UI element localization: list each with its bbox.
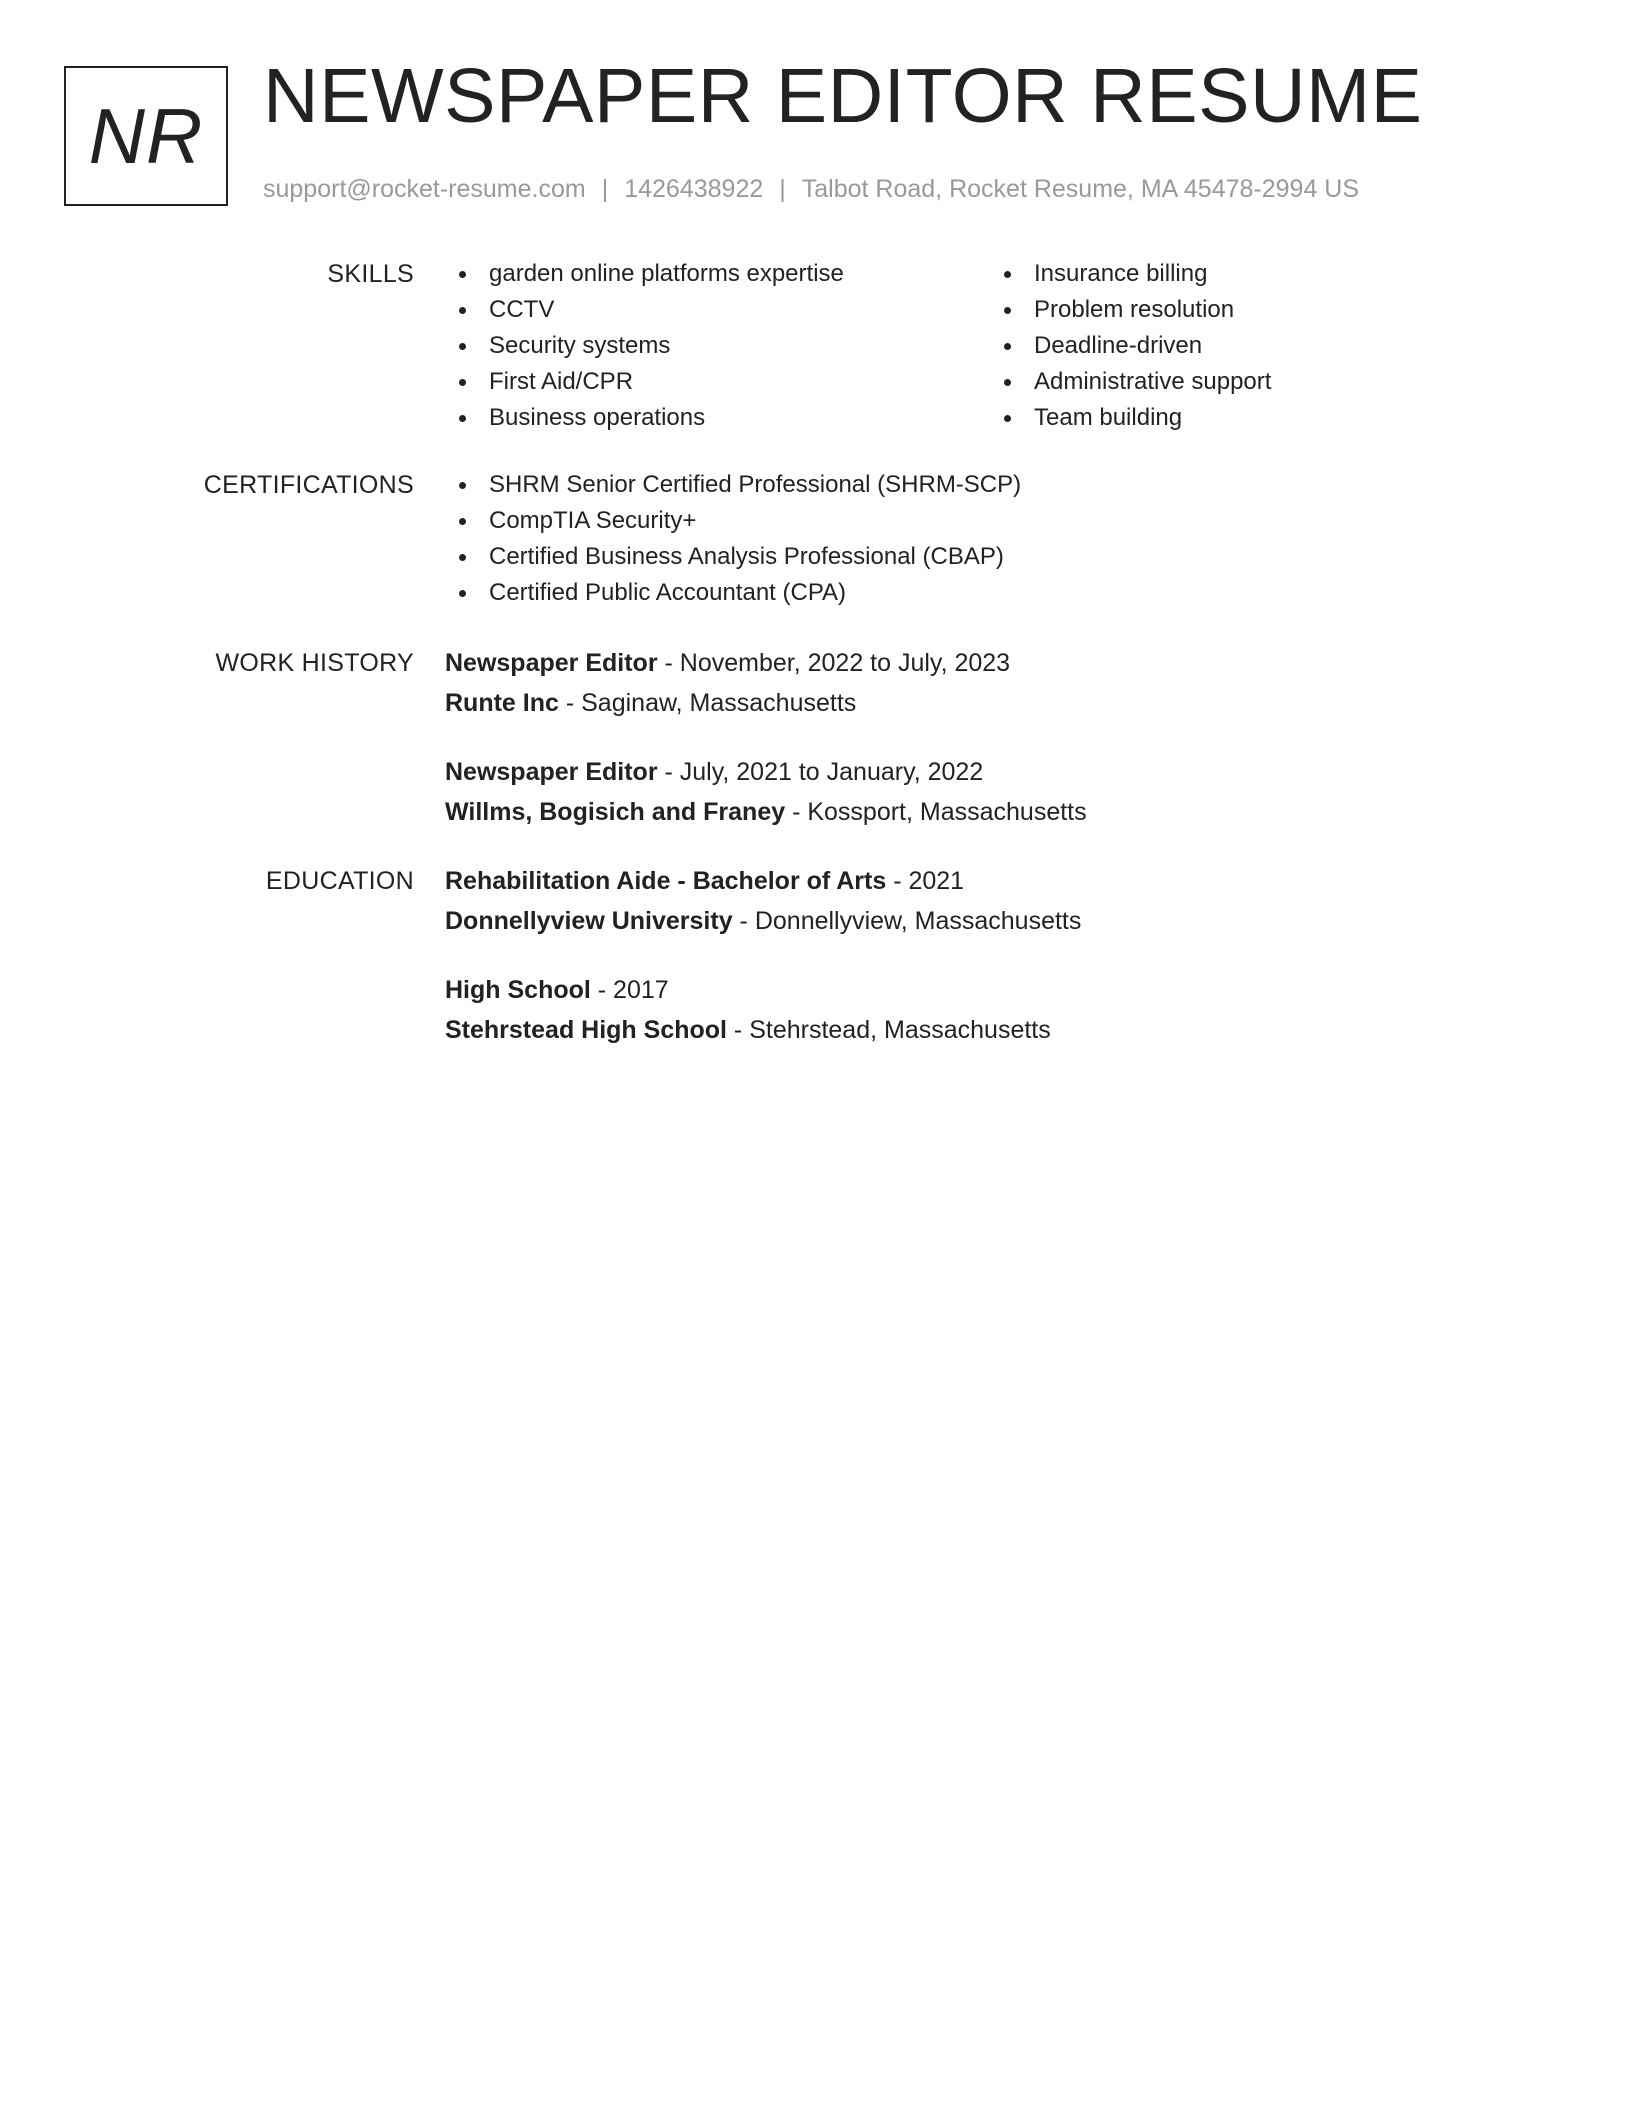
job-dates: - November, 2022 to July, 2023 — [657, 649, 1011, 677]
certification-item: CompTIA Security+ — [445, 503, 1021, 539]
section-label-skills: SKILLS — [327, 260, 414, 288]
job-location: - Saginaw, Massachusetts — [558, 689, 857, 717]
contact-line — [263, 175, 1359, 204]
degree-line — [445, 861, 1081, 901]
work-entry — [445, 752, 1087, 832]
certification-item: Certified Public Accountant (CPA) — [445, 575, 1021, 611]
school-location: - Stehrstead, Massachusetts — [726, 1016, 1051, 1044]
monogram-logo: NR — [64, 66, 228, 206]
section-label-certifications: CERTIFICATIONS — [203, 471, 414, 499]
contact-email: support@rocket-resume.com — [263, 175, 586, 203]
degree-name: High School — [445, 976, 591, 1004]
skills-list-column-1 — [445, 256, 844, 436]
skill-item: CCTV — [445, 292, 844, 328]
skill-item: Problem resolution — [990, 292, 1271, 328]
degree-name: Rehabilitation Aide - Bachelor of Arts — [445, 867, 887, 895]
skill-item: Business operations — [445, 400, 844, 436]
section-label-education: EDUCATION — [265, 867, 414, 895]
work-entry — [445, 643, 1010, 723]
certifications-list — [445, 467, 1021, 611]
school-name: Stehrstead High School — [445, 1016, 727, 1044]
skills-list-column-2 — [990, 256, 1271, 436]
skill-item: Deadline-driven — [990, 328, 1271, 364]
skill-item: Insurance billing — [990, 256, 1271, 292]
education-entry — [445, 861, 1081, 941]
job-location: - Kossport, Massachusetts — [785, 798, 1087, 826]
school-line — [445, 901, 1081, 941]
job-title: Newspaper Editor — [445, 649, 658, 677]
contact-phone: 1426438922 — [624, 175, 764, 203]
contact-address: Talbot Road, Rocket Resume, MA 45478-2994 US — [801, 175, 1360, 203]
job-company-line — [445, 792, 1087, 832]
contact-separator: | — [601, 175, 609, 203]
job-title-line — [445, 752, 1087, 792]
section-label-work-history: WORK HISTORY — [215, 649, 414, 677]
job-company: Runte Inc — [445, 689, 559, 717]
skill-item: garden online platforms expertise — [445, 256, 844, 292]
certification-item: Certified Business Analysis Professional (CBAP) — [445, 539, 1021, 575]
school-name: Donnellyview University — [445, 907, 733, 935]
certification-item: SHRM Senior Certified Professional (SHRM-SCP) — [445, 467, 1021, 503]
school-location: - Donnellyview, Massachusetts — [732, 907, 1082, 935]
degree-year: - 2017 — [590, 976, 669, 1004]
job-company: Willms, Bogisich and Franey — [445, 798, 786, 826]
skill-item: First Aid/CPR — [445, 364, 844, 400]
contact-separator: | — [779, 175, 786, 203]
job-dates: - July, 2021 to January, 2022 — [657, 758, 984, 786]
skill-item: Team building — [990, 400, 1271, 436]
job-company-line — [445, 683, 1010, 723]
school-line — [445, 1010, 1051, 1050]
degree-year: - 2021 — [886, 867, 965, 895]
job-title-line — [445, 643, 1010, 683]
education-entry — [445, 970, 1051, 1050]
degree-line — [445, 970, 1051, 1010]
skill-item: Administrative support — [990, 364, 1271, 400]
skill-item: Security systems — [445, 328, 844, 364]
job-title: Newspaper Editor — [445, 758, 658, 786]
resume-title: NEWSPAPER EDITOR RESUME — [263, 53, 1423, 139]
